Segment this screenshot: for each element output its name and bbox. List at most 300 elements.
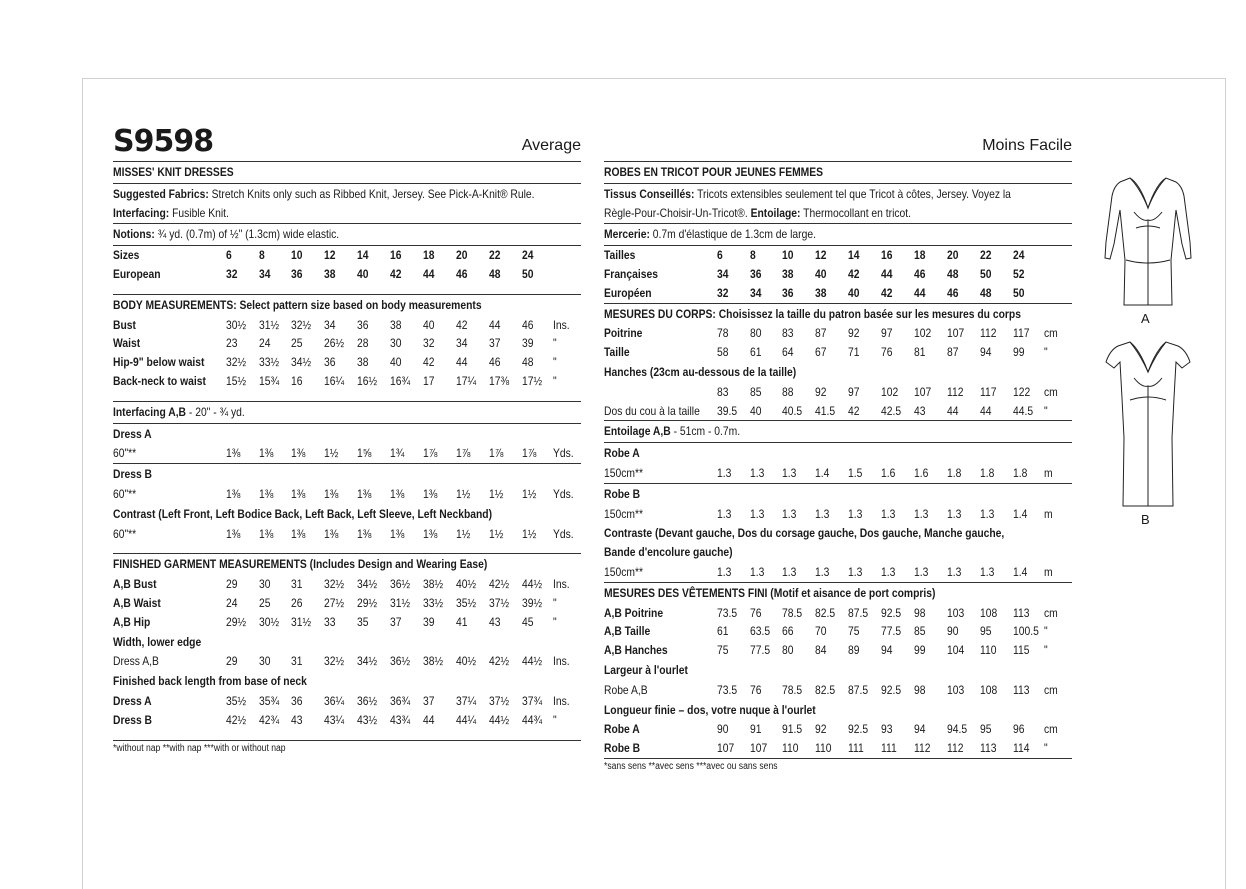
table-cell: 36½ bbox=[357, 693, 378, 708]
table-cell: 30 bbox=[259, 654, 271, 669]
table-cell: 1.8 bbox=[947, 465, 962, 480]
table-row bbox=[604, 284, 1072, 303]
table-cell: 38 bbox=[324, 266, 336, 281]
row-label: 150cm** bbox=[604, 465, 644, 480]
table-cell: 42¾ bbox=[259, 712, 280, 727]
table-cell: 33 bbox=[324, 614, 336, 629]
table-cell: 94.5 bbox=[947, 722, 968, 737]
body-measurements-title: BODY MEASUREMENTS: bbox=[113, 297, 237, 312]
table-cell: 115 bbox=[1013, 643, 1030, 658]
row-label: A,B Bust bbox=[113, 577, 157, 592]
fabrics-text2-fr: Règle-Pour-Choisir-Un-Tricot®. bbox=[604, 205, 748, 220]
contrast-label-fr: Contraste (Devant gauche, Dos du corsage gauche, Dos gauche, Manche gauche, bbox=[604, 526, 1005, 541]
dress-a-label-fr: Robe A bbox=[604, 446, 640, 461]
table-cell: 1½ bbox=[522, 486, 537, 501]
table-cell: 1⅝ bbox=[357, 446, 372, 461]
table-cell: 73.5 bbox=[717, 682, 738, 697]
table-cell: 44 bbox=[456, 355, 468, 370]
table-cell: 1⅞ bbox=[522, 446, 537, 461]
table-cell: 1½ bbox=[456, 526, 471, 541]
table-cell: 44½ bbox=[522, 654, 543, 669]
table-cell: 1⅜ bbox=[324, 526, 339, 541]
table-cell: 110 bbox=[980, 643, 997, 658]
table-cell: 34½ bbox=[357, 577, 378, 592]
table-cell: 16¾ bbox=[390, 373, 411, 388]
finished-sub-fr: (Motif et aisance de port compris) bbox=[770, 585, 936, 600]
table-cell: 1.3 bbox=[815, 506, 830, 521]
table-cell: 113 bbox=[980, 741, 997, 756]
table-cell: 1.8 bbox=[980, 465, 995, 480]
table-cell: 1⅜ bbox=[291, 526, 306, 541]
table-cell: 1⅜ bbox=[226, 486, 241, 501]
table-cell: 17½ bbox=[522, 373, 543, 388]
contrast-yardage bbox=[113, 525, 581, 555]
table-cell: 1⅜ bbox=[357, 486, 372, 501]
table-cell: 95 bbox=[980, 624, 992, 639]
table-cell: 1.8 bbox=[1013, 465, 1028, 480]
unit-label: " bbox=[1044, 345, 1048, 360]
table-cell: 111 bbox=[848, 741, 864, 756]
table-cell: 39½ bbox=[522, 595, 543, 610]
table-cell: 78.5 bbox=[782, 682, 803, 697]
table-cell: 43½ bbox=[357, 712, 378, 727]
table-cell: 40½ bbox=[456, 654, 477, 669]
section-title: MISSES' KNIT DRESSES bbox=[113, 165, 234, 179]
table-cell: 1⅜ bbox=[259, 446, 274, 461]
row-label: 60"** bbox=[113, 446, 137, 461]
table-row bbox=[113, 652, 581, 671]
row-label: Dress A bbox=[113, 693, 152, 708]
finished-title: FINISHED GARMENT MEASUREMENTS bbox=[113, 557, 307, 572]
table-cell: 44 bbox=[423, 266, 435, 281]
unit-label: cm bbox=[1044, 722, 1058, 737]
table-cell: 92 bbox=[848, 326, 860, 341]
table-cell: 42 bbox=[848, 266, 860, 281]
table-cell: 90 bbox=[717, 722, 729, 737]
table-cell: 91 bbox=[750, 722, 762, 737]
row-label: Dress A,B bbox=[113, 654, 159, 669]
table-cell: 20 bbox=[947, 248, 959, 263]
french-column bbox=[604, 125, 1072, 773]
table-row bbox=[113, 353, 581, 372]
table-row bbox=[604, 383, 1072, 402]
width-label-fr: Largeur à l'ourlet bbox=[604, 662, 688, 677]
unit-label: Yds. bbox=[553, 526, 574, 541]
table-cell: 35¾ bbox=[259, 693, 280, 708]
table-cell: 80 bbox=[782, 643, 794, 658]
unit-label: cm bbox=[1044, 605, 1058, 620]
table-cell: 1¾ bbox=[390, 446, 405, 461]
illustration-label-b: B bbox=[1141, 512, 1150, 527]
contrast-yardage-fr bbox=[604, 563, 1072, 583]
table-cell: 1⅜ bbox=[259, 486, 274, 501]
table-cell: 1.3 bbox=[914, 564, 929, 579]
table-row bbox=[113, 444, 581, 463]
table-cell: 40 bbox=[423, 317, 435, 332]
row-label: Dos du cou à la taille bbox=[604, 403, 700, 418]
table-cell: 111 bbox=[881, 741, 897, 756]
unit-label: Ins. bbox=[553, 654, 570, 669]
table-cell: 48 bbox=[980, 285, 992, 300]
table-cell: 1.3 bbox=[980, 506, 995, 521]
fabrics-label-fr: Tissus Conseillés: bbox=[604, 186, 695, 201]
table-cell: 108 bbox=[980, 682, 998, 697]
table-cell: 114 bbox=[1013, 741, 1030, 756]
dress-b-label-fr: Robe B bbox=[604, 486, 641, 501]
table-cell: 67 bbox=[815, 345, 827, 360]
table-cell: 44 bbox=[489, 317, 501, 332]
table-cell: 46 bbox=[947, 285, 959, 300]
table-cell: 23 bbox=[226, 336, 238, 351]
table-cell: 66 bbox=[782, 624, 794, 639]
table-cell: 82.5 bbox=[815, 605, 836, 620]
table-cell: 1⅜ bbox=[357, 526, 372, 541]
table-cell: 17⅜ bbox=[489, 373, 510, 388]
interfacing-yardage-sub-fr: - 51cm - 0.7m. bbox=[673, 424, 741, 439]
table-row bbox=[113, 594, 581, 613]
table-cell: 34 bbox=[324, 317, 336, 332]
row-label: 60"** bbox=[113, 526, 137, 541]
table-cell: 16¼ bbox=[324, 373, 345, 388]
table-cell: 40 bbox=[848, 285, 860, 300]
unit-label: " bbox=[553, 355, 557, 370]
table-cell: 43 bbox=[291, 712, 303, 727]
row-label: A,B Hanches bbox=[604, 643, 668, 658]
row-label: Tailles bbox=[604, 248, 636, 263]
table-cell: 1.3 bbox=[947, 506, 962, 521]
table-cell: 64 bbox=[782, 345, 794, 360]
table-cell: 40½ bbox=[456, 577, 477, 592]
table-cell: 37¾ bbox=[522, 693, 543, 708]
table-cell: 61 bbox=[750, 345, 762, 360]
table-cell: 92 bbox=[815, 722, 827, 737]
row-label: Françaises bbox=[604, 266, 658, 281]
unit-label: cm bbox=[1044, 384, 1058, 399]
row-label: A,B Hip bbox=[113, 614, 151, 629]
table-cell: 16½ bbox=[357, 373, 378, 388]
table-cell: 41.5 bbox=[815, 403, 836, 418]
table-cell: 1⅜ bbox=[390, 526, 405, 541]
fabrics-label: Suggested Fabrics: bbox=[113, 186, 209, 201]
table-cell: 42.5 bbox=[881, 403, 902, 418]
table-cell: 24 bbox=[522, 248, 534, 263]
dress-b-label: Dress B bbox=[113, 467, 153, 482]
table-cell: 87.5 bbox=[848, 682, 869, 697]
table-cell: 1.3 bbox=[717, 564, 732, 579]
table-cell: 48 bbox=[522, 355, 534, 370]
table-cell: 1½ bbox=[522, 526, 537, 541]
table-cell: 43¾ bbox=[390, 712, 411, 727]
table-cell: 32 bbox=[423, 336, 435, 351]
table-cell: 1.3 bbox=[848, 564, 863, 579]
table-cell: 34½ bbox=[357, 654, 378, 669]
row-label: Poitrine bbox=[604, 326, 643, 341]
table-cell: 34 bbox=[717, 266, 729, 281]
unit-label: " bbox=[553, 712, 557, 727]
table-cell: 37½ bbox=[489, 693, 510, 708]
table-row bbox=[113, 334, 581, 353]
dress-b-back-view-icon bbox=[1100, 338, 1196, 513]
interfacing-yardage-title-fr: Entoilage A,B bbox=[604, 424, 671, 439]
section-title-fr: ROBES EN TRICOT POUR JEUNES FEMMES bbox=[604, 165, 824, 179]
table-cell: 26½ bbox=[324, 336, 345, 351]
table-cell: 78.5 bbox=[782, 605, 803, 620]
table-cell: 1.3 bbox=[782, 564, 797, 579]
table-cell: 78 bbox=[717, 326, 729, 341]
table-cell: 38 bbox=[815, 285, 827, 300]
table-cell: 8 bbox=[259, 248, 265, 263]
table-cell: 1.5 bbox=[848, 465, 863, 480]
table-cell: 42 bbox=[881, 285, 893, 300]
table-cell: 1⅜ bbox=[291, 486, 306, 501]
table-cell: 92.5 bbox=[848, 722, 869, 737]
dress-a-back-view-icon bbox=[1100, 170, 1196, 315]
table-cell: 38 bbox=[782, 266, 794, 281]
table-cell: 30 bbox=[390, 336, 402, 351]
finished-sub: (Includes Design and Wearing Ease) bbox=[309, 557, 488, 572]
row-label: Taille bbox=[604, 345, 630, 360]
table-cell: 1.3 bbox=[717, 465, 732, 480]
table-cell: 1⅞ bbox=[423, 446, 438, 461]
row-label: Bust bbox=[113, 317, 136, 332]
table-cell: 1⅜ bbox=[291, 446, 306, 461]
table-cell: 1.3 bbox=[717, 506, 732, 521]
unit-label: " bbox=[553, 595, 557, 610]
table-cell: 30 bbox=[259, 577, 271, 592]
table-row bbox=[604, 720, 1072, 739]
table-cell: 1.4 bbox=[1013, 506, 1028, 521]
table-cell: 113 bbox=[1013, 605, 1030, 620]
table-cell: 76 bbox=[881, 345, 893, 360]
table-cell: 30½ bbox=[226, 317, 247, 332]
table-cell: 112 bbox=[947, 741, 964, 756]
table-cell: 24 bbox=[1013, 248, 1025, 263]
table-cell: 34½ bbox=[291, 355, 312, 370]
table-cell: 35 bbox=[357, 614, 369, 629]
table-cell: 33½ bbox=[259, 355, 280, 370]
notions-text: ¾ yd. (0.7m) of ½" (1.3cm) wide elastic. bbox=[157, 227, 340, 242]
table-cell: 15¾ bbox=[259, 373, 280, 388]
table-cell: 1⅜ bbox=[226, 526, 241, 541]
table-cell: 88 bbox=[782, 384, 794, 399]
table-cell: 36½ bbox=[390, 654, 411, 669]
table-cell: 46 bbox=[489, 355, 501, 370]
table-cell: 76 bbox=[750, 605, 762, 620]
table-cell: 16 bbox=[291, 373, 303, 388]
width-row-fr bbox=[604, 681, 1072, 700]
difficulty-level: Average bbox=[521, 137, 581, 154]
table-cell: 44¼ bbox=[456, 712, 477, 727]
unit-label: Yds. bbox=[553, 446, 574, 461]
back-row-fr bbox=[604, 402, 1072, 422]
table-cell: 95 bbox=[980, 722, 992, 737]
table-cell: 112 bbox=[914, 741, 931, 756]
table-cell: 44 bbox=[914, 285, 926, 300]
table-cell: 44.5 bbox=[1013, 403, 1034, 418]
table-row bbox=[113, 265, 581, 284]
row-label: A,B Taille bbox=[604, 624, 651, 639]
body-measurements-sub: Select pattern size based on body measurements bbox=[239, 297, 482, 312]
table-cell: 38½ bbox=[423, 654, 444, 669]
table-cell: 44 bbox=[423, 712, 435, 727]
dress-b-yardage-fr bbox=[604, 505, 1072, 524]
table-cell: 17 bbox=[423, 373, 435, 388]
table-cell: 1.3 bbox=[881, 564, 896, 579]
table-cell: 1⅞ bbox=[456, 446, 471, 461]
table-cell: 34 bbox=[750, 285, 762, 300]
unit-label: Ins. bbox=[553, 317, 570, 332]
table-cell: 12 bbox=[815, 248, 827, 263]
row-label: Robe A,B bbox=[604, 682, 648, 697]
table-cell: 71 bbox=[848, 345, 860, 360]
row-label: 150cm** bbox=[604, 506, 644, 521]
table-row bbox=[113, 316, 581, 335]
table-cell: 1½ bbox=[456, 486, 471, 501]
table-cell: 92 bbox=[815, 384, 827, 399]
table-cell: 1.4 bbox=[1013, 564, 1028, 579]
length-table-fr bbox=[604, 720, 1072, 759]
table-cell: 45 bbox=[522, 614, 534, 629]
table-cell: 91.5 bbox=[782, 722, 803, 737]
table-cell: 61 bbox=[717, 624, 729, 639]
dress-a-yardage bbox=[113, 444, 581, 464]
table-cell: 63.5 bbox=[750, 624, 771, 639]
table-cell: 103 bbox=[947, 682, 965, 697]
table-cell: 97 bbox=[848, 384, 860, 399]
table-cell: 26 bbox=[291, 595, 303, 610]
table-row bbox=[604, 563, 1072, 582]
table-cell: 1.3 bbox=[782, 465, 797, 480]
table-cell: 46 bbox=[914, 266, 926, 281]
unit-label: " bbox=[1044, 741, 1048, 756]
table-cell: 110 bbox=[815, 741, 832, 756]
table-cell: 30½ bbox=[259, 614, 280, 629]
table-cell: 39 bbox=[522, 336, 534, 351]
row-label: Waist bbox=[113, 336, 141, 351]
table-cell: 36 bbox=[291, 693, 303, 708]
table-cell: 1.3 bbox=[750, 465, 765, 480]
table-cell: 77.5 bbox=[750, 643, 771, 658]
table-cell: 1.3 bbox=[815, 564, 830, 579]
table-cell: 85 bbox=[750, 384, 762, 399]
table-cell: 107 bbox=[947, 326, 965, 341]
table-row bbox=[604, 402, 1072, 421]
row-label: A,B Poitrine bbox=[604, 605, 664, 620]
english-column bbox=[113, 125, 581, 755]
table-cell: 94 bbox=[980, 345, 992, 360]
table-cell: 38 bbox=[390, 317, 402, 332]
table-cell: 1½ bbox=[324, 446, 339, 461]
table-cell: 31½ bbox=[291, 614, 312, 629]
table-cell: 96 bbox=[1013, 722, 1025, 737]
table-row bbox=[604, 739, 1072, 758]
table-cell: 14 bbox=[848, 248, 860, 263]
table-cell: 50 bbox=[522, 266, 534, 281]
table-cell: 85 bbox=[914, 624, 926, 639]
table-cell: 6 bbox=[717, 248, 723, 263]
table-cell: 1.3 bbox=[947, 564, 962, 579]
table-cell: 43 bbox=[489, 614, 501, 629]
size-table bbox=[113, 246, 581, 295]
table-row bbox=[604, 622, 1072, 641]
contrast-label: Contrast (Left Front, Left Bodice Back, Left Back, Left Sleeve, Left Neckband) bbox=[113, 506, 493, 521]
table-cell: 1⅜ bbox=[423, 486, 438, 501]
table-cell: 20 bbox=[456, 248, 468, 263]
table-cell: 1.6 bbox=[881, 465, 896, 480]
illustration-label-a: A bbox=[1141, 311, 1150, 326]
dress-a-yardage-fr bbox=[604, 464, 1072, 484]
table-cell: 89 bbox=[848, 643, 860, 658]
unit-label: " bbox=[1044, 624, 1048, 639]
table-cell: 43 bbox=[914, 403, 926, 418]
interfacing-text-fr: Thermocollant en tricot. bbox=[803, 205, 912, 220]
interfacing-yardage-sub: - 20" - ¾ yd. bbox=[188, 404, 245, 419]
table-cell: 44½ bbox=[489, 712, 510, 727]
table-cell: 98 bbox=[914, 682, 926, 697]
table-cell: 35½ bbox=[456, 595, 477, 610]
table-cell: 87.5 bbox=[848, 605, 869, 620]
table-cell: 40.5 bbox=[782, 403, 803, 418]
table-cell: 1⅞ bbox=[489, 446, 504, 461]
table-cell: 42 bbox=[456, 317, 468, 332]
finished-title-fr: MESURES DES VÊTEMENTS FINI bbox=[604, 585, 768, 600]
table-cell: 8 bbox=[750, 248, 756, 263]
table-cell: 1⅜ bbox=[423, 526, 438, 541]
table-cell: 48 bbox=[947, 266, 959, 281]
table-cell: 29 bbox=[226, 577, 238, 592]
table-cell: 83 bbox=[717, 384, 729, 399]
table-cell: 99 bbox=[914, 643, 926, 658]
size-table-fr bbox=[604, 246, 1072, 303]
table-cell: 22 bbox=[489, 248, 501, 263]
table-cell: 102 bbox=[914, 326, 932, 341]
table-row bbox=[113, 711, 581, 730]
row-label: 150cm** bbox=[604, 564, 644, 579]
table-cell: 1½ bbox=[489, 526, 504, 541]
width-label: Width, lower edge bbox=[113, 634, 202, 649]
table-cell: 18 bbox=[423, 248, 435, 263]
table-row bbox=[113, 485, 581, 504]
table-cell: 32 bbox=[717, 285, 729, 300]
table-cell: 1⅜ bbox=[390, 486, 405, 501]
table-row bbox=[604, 505, 1072, 524]
table-cell: 75 bbox=[717, 643, 729, 658]
table-cell: 70 bbox=[815, 624, 827, 639]
row-label: Robe B bbox=[604, 741, 641, 756]
table-cell: 14 bbox=[357, 248, 369, 263]
table-cell: 1.3 bbox=[848, 506, 863, 521]
table-cell: 44 bbox=[980, 403, 992, 418]
table-cell: 112 bbox=[947, 384, 964, 399]
table-cell: 1.6 bbox=[914, 465, 929, 480]
table-cell: 10 bbox=[291, 248, 303, 263]
table-cell: 44 bbox=[881, 266, 893, 281]
table-cell: 37 bbox=[390, 614, 402, 629]
table-row bbox=[113, 613, 581, 632]
table-row bbox=[604, 681, 1072, 700]
table-cell: 24 bbox=[259, 336, 271, 351]
dress-a-label: Dress A bbox=[113, 426, 152, 441]
table-cell: 36 bbox=[291, 266, 303, 281]
row-label: Européen bbox=[604, 285, 652, 300]
unit-label: Ins. bbox=[553, 693, 570, 708]
table-cell: 12 bbox=[324, 248, 336, 263]
table-cell: 31½ bbox=[259, 317, 280, 332]
table-cell: 108 bbox=[980, 605, 998, 620]
table-cell: 36¼ bbox=[324, 693, 345, 708]
table-row bbox=[604, 604, 1072, 623]
table-cell: 17¼ bbox=[456, 373, 477, 388]
